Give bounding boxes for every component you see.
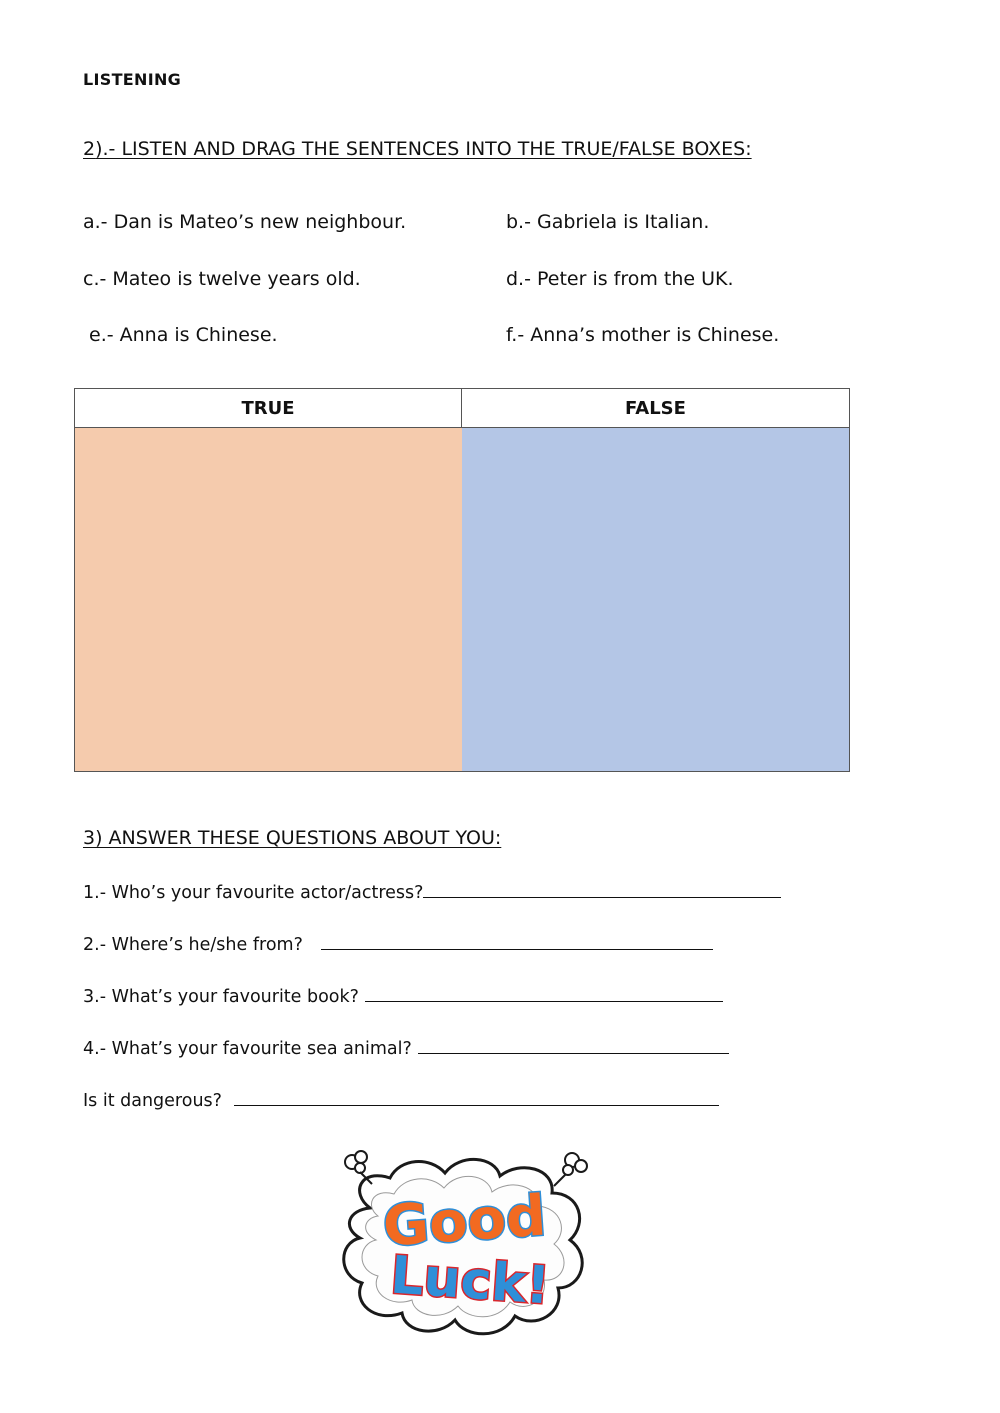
true-column-header: TRUE bbox=[75, 389, 462, 428]
good-luck-logo bbox=[330, 1148, 600, 1348]
draggable-sentence-d[interactable]: d.- Peter is from the UK. bbox=[506, 268, 734, 290]
answer-5-input[interactable] bbox=[234, 1091, 719, 1106]
page-heading: LISTENING bbox=[83, 70, 182, 89]
section-2-number: 2 bbox=[83, 138, 96, 160]
question-3 bbox=[83, 987, 723, 1007]
question-4-text: 4.- What’s your favourite sea animal? bbox=[83, 1039, 412, 1059]
answer-1-input[interactable] bbox=[423, 883, 781, 898]
question-1 bbox=[83, 883, 781, 903]
section-2-title bbox=[83, 138, 752, 160]
logo-word-luck: Luck! bbox=[388, 1245, 552, 1317]
question-5-text: Is it dangerous? bbox=[83, 1091, 222, 1111]
answer-4-input[interactable] bbox=[418, 1039, 729, 1054]
true-false-table bbox=[74, 388, 850, 772]
logo-word-good: Good bbox=[380, 1183, 549, 1260]
section-2-instruction: ).- LISTEN AND DRAG THE SENTENCES INTO THE TRUE/FALSE BOXES: bbox=[95, 138, 752, 160]
draggable-sentence-f[interactable]: f.- Anna’s mother is Chinese. bbox=[506, 324, 780, 346]
puff-icon-left bbox=[345, 1151, 372, 1184]
question-1-text: 1.- Who’s your favourite actor/actress? bbox=[83, 883, 424, 903]
draggable-sentence-b[interactable]: b.- Gabriela is Italian. bbox=[506, 211, 710, 233]
draggable-sentence-e[interactable]: e.- Anna is Chinese. bbox=[89, 324, 278, 346]
question-2 bbox=[83, 935, 713, 955]
puff-icon-right bbox=[554, 1153, 587, 1186]
draggable-sentence-c[interactable]: c.- Mateo is twelve years old. bbox=[83, 268, 361, 290]
false-drop-zone[interactable] bbox=[462, 428, 849, 771]
true-drop-zone[interactable] bbox=[75, 428, 463, 771]
draggable-sentence-a[interactable]: a.- Dan is Mateo’s new neighbour. bbox=[83, 211, 407, 233]
question-3-text: 3.- What’s your favourite book? bbox=[83, 987, 359, 1007]
question-2-text: 2.- Where’s he/she from? bbox=[83, 935, 303, 955]
answer-2-input[interactable] bbox=[321, 935, 713, 950]
false-column-header: FALSE bbox=[462, 389, 849, 428]
question-5 bbox=[83, 1091, 719, 1111]
question-4 bbox=[83, 1039, 729, 1059]
answer-3-input[interactable] bbox=[365, 987, 723, 1002]
section-3-title: 3) ANSWER THESE QUESTIONS ABOUT YOU: bbox=[83, 827, 502, 849]
